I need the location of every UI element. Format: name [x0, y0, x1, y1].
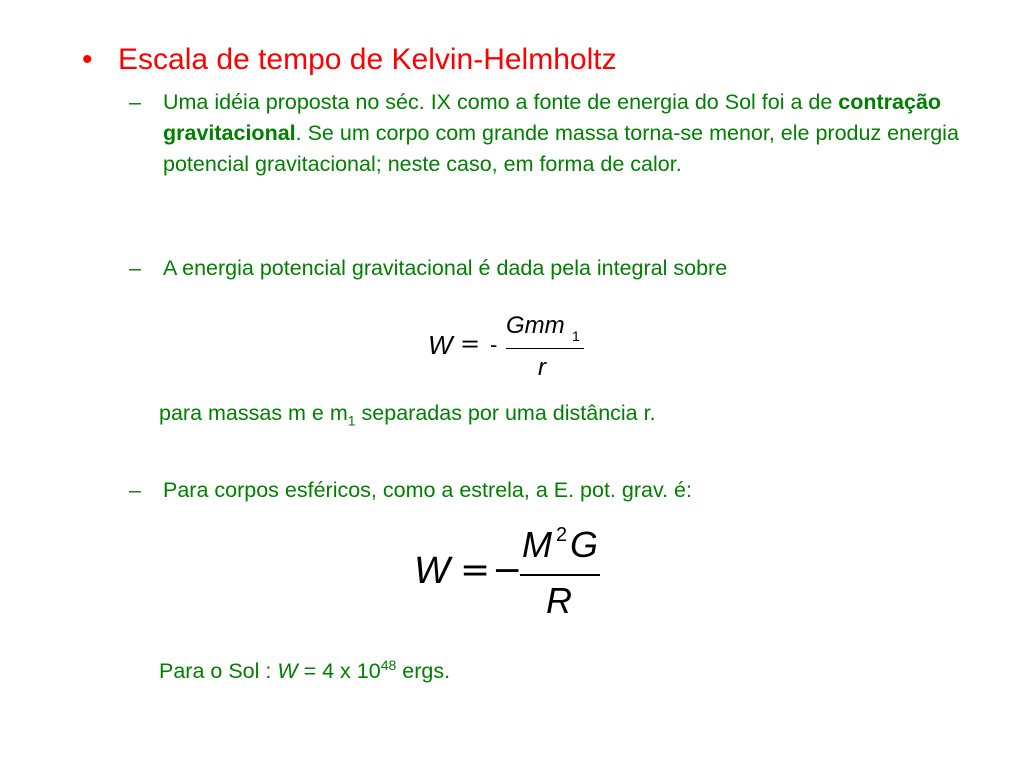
- eq-numerator-g: G: [570, 524, 599, 565]
- slide-title: [82, 43, 617, 77]
- fraction-line: [520, 574, 600, 576]
- eq-numerator-exp: 2: [556, 524, 568, 546]
- dash-icon: –: [129, 478, 141, 502]
- masses-note-before: para massas m e m: [159, 401, 348, 425]
- item-text: Para corpos esféricos, como a estrela, a E. pot. grav. é:: [163, 478, 692, 502]
- item-bold-term: contração gravitacional: [163, 90, 942, 145]
- eq-lhs: W: [414, 550, 450, 592]
- dash-icon: –: [129, 256, 141, 280]
- bullet-item-potential-energy: [129, 253, 1003, 284]
- item-text-after: . Se um corpo com grande massa torna-se menor, ele produz energia potencial gravitacional; neste caso, em forma de calor.: [163, 121, 959, 176]
- item-text-before: Uma idéia proposta no séc. IX como a fonte de energia do Sol foi a de: [163, 90, 839, 114]
- equation-potential-energy: [424, 310, 594, 390]
- sun-value-unit: ergs.: [396, 659, 451, 683]
- masses-note-after: separadas por uma distância r.: [355, 401, 656, 425]
- sun-value-exp: 48: [380, 656, 397, 673]
- title-text: Escala de tempo de Kelvin-Helmholtz: [118, 43, 617, 76]
- bullet-icon: •: [82, 43, 93, 76]
- eq-equals: =: [460, 550, 491, 591]
- dash-icon: –: [129, 90, 141, 114]
- eq-equals: =: [460, 330, 481, 358]
- bullet-item-spherical: [129, 475, 1003, 506]
- masses-note-sub: 1: [347, 412, 356, 429]
- sun-value-var: W: [277, 659, 298, 683]
- eq-lhs: W: [428, 330, 453, 360]
- fraction-line: [506, 348, 584, 349]
- item-text: A energia potencial gravitacional é dada pela integral sobre: [163, 256, 728, 280]
- eq-numerator-sub: 1: [572, 328, 580, 344]
- eq-minus: −: [492, 550, 523, 591]
- masses-note: [159, 401, 656, 429]
- bullet-item-contraction: [129, 87, 1003, 180]
- sun-value-label: Para o Sol :: [159, 659, 278, 683]
- sun-value-middle: = 4 x 10: [297, 659, 381, 683]
- eq-minus: -: [490, 332, 498, 357]
- eq-numerator: Gmm: [506, 312, 565, 339]
- eq-denominator: R: [546, 580, 572, 621]
- equation-spherical: [410, 522, 610, 622]
- sun-value: [159, 656, 451, 684]
- eq-numerator-m: M: [522, 524, 552, 565]
- eq-denominator: r: [538, 354, 546, 381]
